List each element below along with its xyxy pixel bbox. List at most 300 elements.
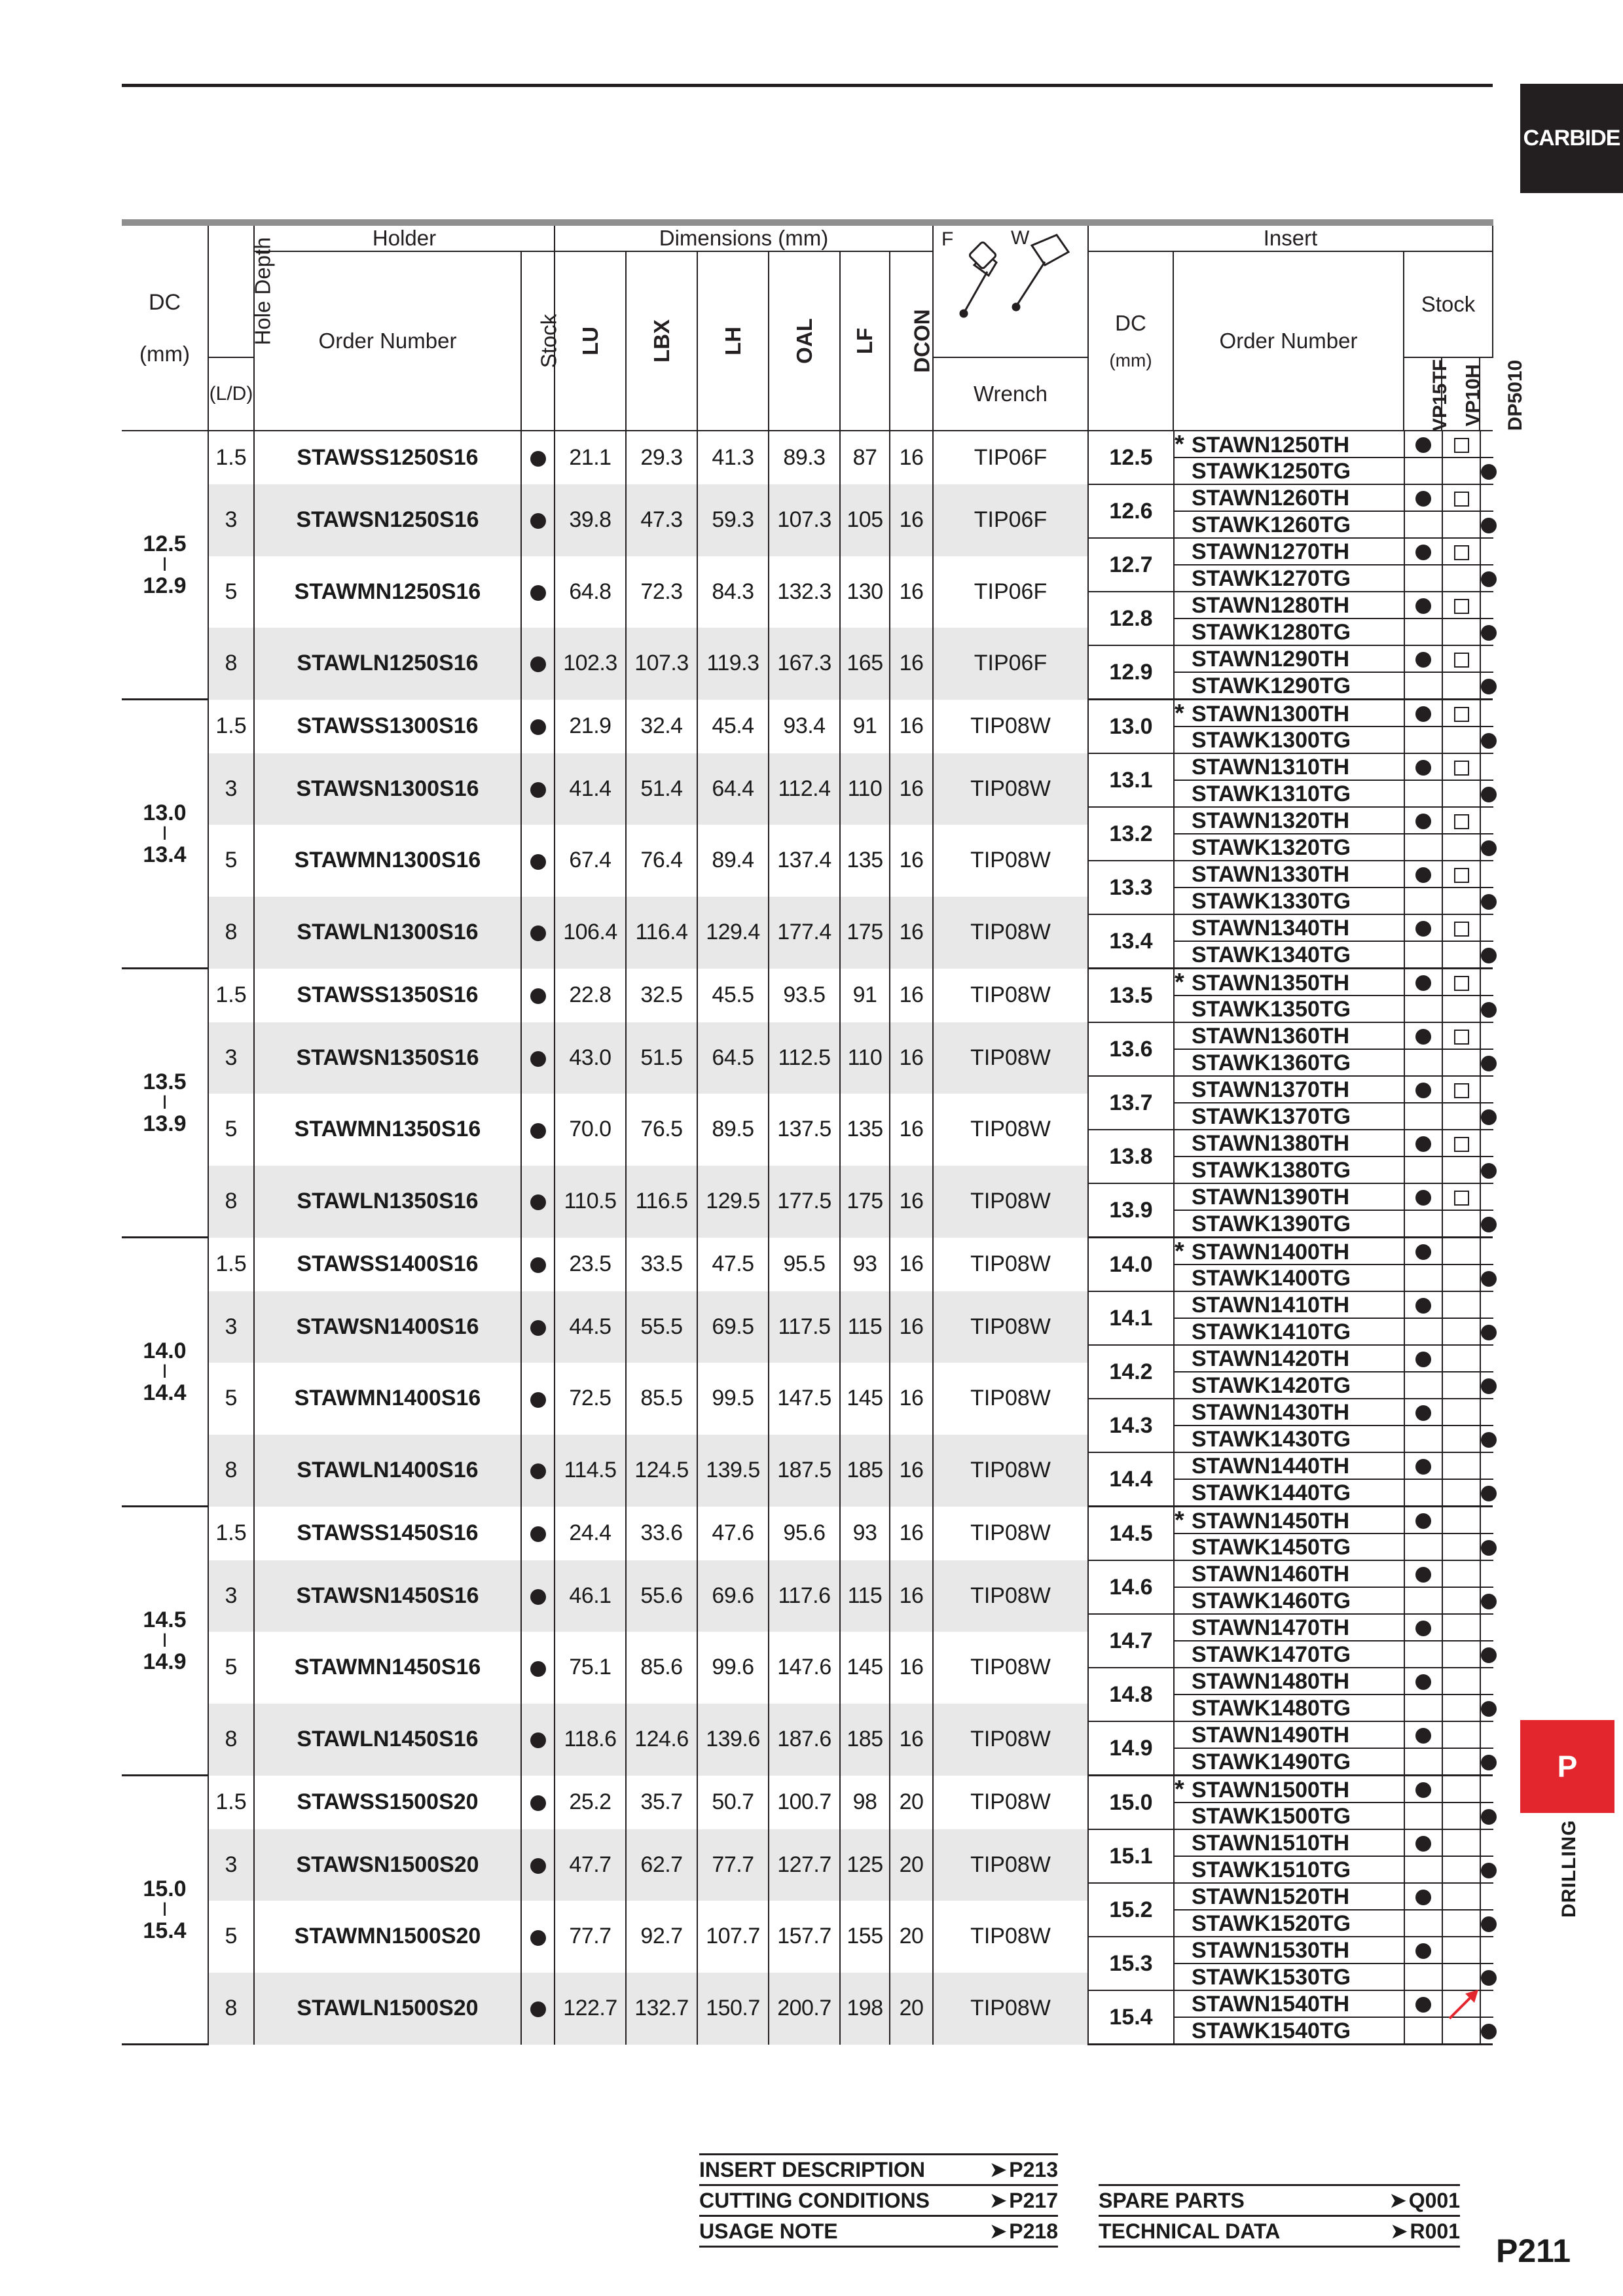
oal-cell: 132.3 (769, 556, 840, 628)
holder-stock-cell (521, 1435, 555, 1507)
lbx-cell: 33.6 (626, 1507, 697, 1560)
stock-vp10h-cell (1442, 1103, 1480, 1130)
stock-vp15tf-cell (1404, 1937, 1442, 1964)
stock-dot-icon (1415, 1136, 1431, 1152)
stock-vp10h-cell (1442, 780, 1480, 807)
wrench-fw-header (933, 223, 1088, 357)
holder-order-number[interactable]: STAWSS1450S16 (254, 1507, 521, 1560)
new-item-star: * (1175, 968, 1184, 996)
oal-cell: 187.6 (769, 1704, 840, 1776)
insert-dc-cell: 14.5 (1089, 1507, 1174, 1560)
insert-order-th[interactable] (1174, 645, 1404, 672)
insert-dc-cell: 14.6 (1089, 1560, 1174, 1614)
holder-order-number[interactable]: STAWSN1350S16 (254, 1022, 521, 1094)
holder-order-number[interactable]: STAWSS1400S16 (254, 1238, 521, 1291)
lf-cell: 98 (840, 1776, 890, 1829)
dc-range-to: 13.4 (143, 842, 187, 867)
insert-order-tg-label: STAWK1480TG (1192, 1695, 1351, 1721)
lu-cell: 44.5 (555, 1291, 626, 1363)
insert-order-tg[interactable] (1174, 565, 1404, 592)
footer-ref-cutting-conditions[interactable] (699, 2184, 1058, 2215)
hole-depth-cell: 8 (208, 897, 254, 969)
stock-vp15tf-cell (1404, 1964, 1442, 1990)
stock-dot-icon (530, 1463, 546, 1479)
insert-order-th[interactable] (1174, 1183, 1404, 1210)
insert-row (1089, 807, 1493, 834)
holder-stock-cell (521, 1560, 555, 1632)
wrench-cell: TIP08W (933, 1291, 1088, 1363)
stock-dp5010-cell (1480, 753, 1493, 780)
stock-vp10h-cell (1442, 1748, 1480, 1774)
insert-order-tg-label: STAWK1370TG (1192, 1103, 1351, 1129)
stock-dp5010-cell (1480, 941, 1493, 967)
lf-cell: 125 (840, 1829, 890, 1901)
stock-vp15tf-cell (1404, 834, 1442, 861)
stock-dot-icon (1481, 948, 1497, 963)
holder-order-number[interactable]: STAWMN1400S16 (254, 1363, 521, 1435)
insert-dc-cell: 13.8 (1089, 1130, 1174, 1183)
lf-cell: 93 (840, 1507, 890, 1560)
insert-order-tg[interactable] (1174, 1695, 1404, 1721)
stock-dot-icon (530, 1320, 546, 1336)
holder-order-number[interactable]: STAWSS1250S16 (254, 431, 521, 484)
dc-unit-label: (mm) (139, 341, 190, 366)
footer-ref-technical-data[interactable] (1099, 2215, 1460, 2248)
wrench-cell: TIP08W (933, 1829, 1088, 1901)
insert-order-tg[interactable] (1174, 780, 1404, 807)
stock-dot-icon (1481, 787, 1497, 802)
insert-row (1089, 1238, 1493, 1265)
insert-dc-cell: 14.4 (1089, 1452, 1174, 1505)
insert-order-tg[interactable] (1174, 941, 1404, 967)
holder-order-number[interactable]: STAWLN1350S16 (254, 1166, 521, 1238)
insert-order-th[interactable] (1174, 1883, 1404, 1910)
insert-order-th-label: STAWN1260TH (1192, 485, 1350, 511)
stock-vp15tf-cell (1404, 1022, 1442, 1049)
insert-row (1089, 1721, 1493, 1748)
insert-order-tg[interactable] (1174, 1479, 1404, 1505)
holder-order-number[interactable]: STAWSN1250S16 (254, 484, 521, 556)
holder-order-number[interactable]: STAWLN1300S16 (254, 897, 521, 969)
insert-block (1088, 431, 1493, 700)
insert-order-th[interactable] (1174, 1238, 1404, 1265)
stock-dot-icon (1415, 921, 1431, 937)
insert-order-th[interactable] (1174, 431, 1404, 457)
insert-order-th[interactable] (1174, 753, 1404, 780)
insert-row (1089, 484, 1493, 511)
insert-order-tg[interactable] (1174, 1372, 1404, 1399)
insert-order-th[interactable] (1174, 1829, 1404, 1856)
stock-vp15tf-cell (1404, 1668, 1442, 1695)
table-row (122, 1238, 1493, 1265)
stock-vp10h-cell (1442, 1910, 1480, 1937)
insert-order-tg-label: STAWK1420TG (1192, 1372, 1351, 1398)
insert-dc-cell: 12.6 (1089, 484, 1174, 538)
new-item-star: * (1175, 1237, 1184, 1265)
wrench-cell: TIP08W (933, 1238, 1088, 1291)
insert-dc-cell: 14.2 (1089, 1345, 1174, 1399)
insert-order-th[interactable] (1174, 861, 1404, 888)
insert-order-th[interactable] (1174, 1668, 1404, 1695)
insert-order-tg[interactable] (1174, 1103, 1404, 1130)
stock-vp15tf-cell (1404, 1560, 1442, 1587)
insert-order-tg[interactable] (1174, 1426, 1404, 1452)
lh-cell: 69.5 (697, 1291, 769, 1363)
stock-dot-icon (530, 1732, 546, 1748)
insert-order-tg[interactable] (1174, 996, 1404, 1022)
insert-order-tg[interactable] (1174, 1587, 1404, 1614)
lf-cell: 91 (840, 700, 890, 753)
oal-cell: 157.7 (769, 1901, 840, 1973)
insert-order-tg[interactable] (1174, 1210, 1404, 1236)
insert-row (1089, 700, 1493, 726)
wrench-cell: TIP08W (933, 969, 1088, 1022)
insert-order-th[interactable] (1174, 1937, 1404, 1964)
insert-order-th[interactable] (1174, 1022, 1404, 1049)
insert-dc-cell: 15.2 (1089, 1883, 1174, 1937)
dc-range-from: 13.5 (143, 1069, 187, 1094)
stock-dp5010-cell (1480, 1049, 1493, 1076)
stock-vp15tf-cell (1404, 1183, 1442, 1210)
insert-order-tg[interactable] (1174, 1318, 1404, 1345)
dc-range-cell (122, 431, 208, 700)
footer-ref-label: INSERT DESCRIPTION (699, 2157, 925, 2181)
insert-block (1088, 1238, 1493, 1507)
insert-order-th[interactable] (1174, 1990, 1404, 2017)
stock-vp10h-cell (1442, 1883, 1480, 1910)
stock-vp10h-cell (1442, 511, 1480, 538)
stock-dp5010-cell (1480, 1479, 1493, 1505)
stock-vp15tf-cell (1404, 1883, 1442, 1910)
insert-order-th-label: STAWN1490TH (1192, 1722, 1350, 1748)
insert-order-tg-label: STAWK1260TG (1192, 512, 1351, 537)
stock-dot-icon (1415, 1567, 1431, 1583)
stock-vp10h-cell (1442, 619, 1480, 645)
insert-dc-cell: 14.7 (1089, 1614, 1174, 1668)
stock-vp15tf-cell (1404, 645, 1442, 672)
holder-order-number[interactable]: STAWLN1450S16 (254, 1704, 521, 1776)
insert-order-th[interactable] (1174, 969, 1404, 996)
stock-vp15tf-cell (1404, 1399, 1442, 1426)
stock-dot-icon (530, 782, 546, 798)
insert-order-tg[interactable] (1174, 1157, 1404, 1183)
stock-dot-icon (1481, 518, 1497, 533)
insert-row (1089, 1022, 1493, 1049)
insert-order-tg-label: STAWK1520TG (1192, 1910, 1351, 1936)
insert-order-tg-label: STAWK1380TG (1192, 1157, 1351, 1183)
footer-ref-page: Q001 (1408, 2188, 1460, 2212)
hole-depth-label: Hole Depth (250, 237, 275, 346)
holder-order-number[interactable]: STAWLN1500S20 (254, 1973, 521, 2045)
insert-order-tg[interactable] (1174, 1856, 1404, 1883)
insert-order-th[interactable] (1174, 1399, 1404, 1426)
lh-cell: 89.5 (697, 1094, 769, 1166)
stock-vp10h-cell (1442, 726, 1480, 753)
insert-order-th[interactable] (1174, 1721, 1404, 1748)
insert-order-th-label: STAWN1270TH (1192, 539, 1350, 564)
stock-vp10h-cell (1442, 1076, 1480, 1103)
lbx-cell: 35.7 (626, 1776, 697, 1829)
oal-cell: 147.6 (769, 1632, 840, 1704)
stock-dp5010-cell (1480, 1748, 1493, 1774)
insert-order-th[interactable] (1174, 1776, 1404, 1803)
stock-dot-icon (1415, 1244, 1431, 1260)
dc-header (122, 223, 208, 431)
lu-cell: 72.5 (555, 1363, 626, 1435)
holder-order-number[interactable]: STAWMN1250S16 (254, 556, 521, 628)
holder-order-number[interactable]: STAWSS1500S20 (254, 1776, 521, 1829)
oal-header-label: OAL (792, 318, 816, 364)
holder-order-number[interactable]: STAWLN1400S16 (254, 1435, 521, 1507)
holder-order-number[interactable]: STAWSN1450S16 (254, 1560, 521, 1632)
stock-dp5010-cell (1480, 1910, 1493, 1937)
stock-dot-icon (1415, 491, 1431, 507)
insert-block (1088, 1776, 1493, 2045)
page-number: P211 (1496, 2233, 1571, 2269)
insert-order-th[interactable] (1174, 914, 1404, 941)
dc-header-label: DC (148, 289, 181, 315)
stock-dot-icon (1481, 1594, 1497, 1609)
stock-vp15tf-cell (1404, 1776, 1442, 1803)
stock-dot-icon (1415, 1782, 1431, 1798)
footer-ref-page: P217 (1009, 2188, 1058, 2212)
insert-order-th[interactable] (1174, 1507, 1404, 1534)
footer-ref-label: CUTTING CONDITIONS (699, 2188, 930, 2212)
holder-stock-cell (521, 484, 555, 556)
insert-row (1089, 1452, 1493, 1479)
stock-vp15tf-cell (1404, 996, 1442, 1022)
wrench-cell: TIP08W (933, 1435, 1088, 1507)
insert-order-th[interactable] (1174, 1130, 1404, 1157)
insert-order-th[interactable] (1174, 1614, 1404, 1641)
insert-order-tg[interactable] (1174, 457, 1404, 484)
stock-dot-icon (1481, 733, 1497, 749)
insert-order-tg-label: STAWK1430TG (1192, 1426, 1351, 1452)
stock-dp5010-cell (1480, 1776, 1493, 1803)
stock-vp15tf-cell (1404, 1238, 1442, 1265)
insert-order-tg[interactable] (1174, 888, 1404, 914)
stock-dot-icon (1415, 1943, 1431, 1959)
section-p-tab[interactable] (1520, 1720, 1614, 1813)
insert-order-th[interactable] (1174, 484, 1404, 511)
lu-cell: 21.9 (555, 700, 626, 753)
top-rule (122, 84, 1493, 87)
lbx-cell: 47.3 (626, 484, 697, 556)
lu-cell: 21.1 (555, 431, 626, 484)
insert-order-th-label: STAWN1280TH (1192, 592, 1350, 618)
insert-order-tg-label: STAWK1320TG (1192, 834, 1351, 860)
stock-vp10h-cell (1442, 1721, 1480, 1748)
lh-cell: 129.5 (697, 1166, 769, 1238)
lh-cell: 107.7 (697, 1901, 769, 1973)
stock-dp5010-cell (1480, 1695, 1493, 1721)
insert-order-th[interactable] (1174, 1076, 1404, 1103)
insert-row (1089, 1937, 1493, 1964)
stock-square-icon (1454, 1191, 1469, 1206)
insert-order-tg-label: STAWK1340TG (1192, 942, 1351, 967)
insert-order-th[interactable] (1174, 1560, 1404, 1587)
stock-vp15tf-cell (1404, 1049, 1442, 1076)
holder-order-number[interactable]: STAWMN1450S16 (254, 1632, 521, 1704)
lbx-header-label: LBX (649, 319, 674, 363)
holder-order-number[interactable]: STAWSN1500S20 (254, 1829, 521, 1901)
stock-dot-icon (1481, 1002, 1497, 1018)
insert-order-tg[interactable] (1174, 511, 1404, 538)
carbide-tab[interactable] (1520, 84, 1623, 193)
hole-depth-cell: 1.5 (208, 431, 254, 484)
insert-order-tg[interactable] (1174, 2017, 1404, 2043)
stock-vp10h-cell (1442, 592, 1480, 619)
lh-cell: 99.6 (697, 1632, 769, 1704)
stock-vp15tf-cell (1404, 484, 1442, 511)
stock-dot-icon (1481, 1378, 1497, 1394)
new-item-star: * (1175, 430, 1184, 458)
insert-order-th[interactable] (1174, 1291, 1404, 1318)
oal-cell: 93.4 (769, 700, 840, 753)
lf-cell: 93 (840, 1238, 890, 1291)
holder-stock-cell (521, 1363, 555, 1435)
stock-dot-icon (530, 1051, 546, 1067)
insert-order-th[interactable] (1174, 538, 1404, 565)
insert-order-tg[interactable] (1174, 834, 1404, 861)
stock-vp10h-cell (1442, 807, 1480, 834)
holder-order-number[interactable]: STAWSN1300S16 (254, 753, 521, 825)
hole-depth-cell: 8 (208, 1704, 254, 1776)
footer-ref-page: P213 (1009, 2157, 1058, 2181)
insert-dc-cell: 13.9 (1089, 1183, 1174, 1236)
stock-dp5010-cell (1480, 672, 1493, 698)
hole-depth-header (208, 223, 275, 357)
stock-dp5010-cell (1480, 1937, 1493, 1964)
holder-order-number[interactable]: STAWSN1400S16 (254, 1291, 521, 1363)
insert-order-th-label: STAWN1400TH (1192, 1239, 1350, 1265)
lu-cell: 46.1 (555, 1560, 626, 1632)
insert-order-tg-label: STAWK1330TG (1192, 888, 1351, 914)
insert-order-tg[interactable] (1174, 1534, 1404, 1560)
insert-row (1089, 914, 1493, 941)
lbx-cell: 124.5 (626, 1435, 697, 1507)
stock-vp10h-cell (1442, 996, 1480, 1022)
insert-order-tg[interactable] (1174, 1910, 1404, 1937)
stock-dp5010-cell (1480, 1291, 1493, 1318)
stock-vp10h-cell (1442, 1534, 1480, 1560)
insert-dc-cell: 15.0 (1089, 1776, 1174, 1829)
dc-range-separator: I (162, 1092, 168, 1113)
lf-cell: 110 (840, 753, 890, 825)
lbx-cell: 92.7 (626, 1901, 697, 1973)
holder-order-number[interactable]: STAWLN1250S16 (254, 628, 521, 700)
lbx-cell: 124.6 (626, 1704, 697, 1776)
arrow-right-icon: ➤ (990, 2189, 1007, 2212)
lu-header-label: LU (577, 327, 602, 355)
insert-order-tg[interactable] (1174, 1964, 1404, 1990)
holder-order-number[interactable]: STAWSS1350S16 (254, 969, 521, 1022)
stock-vp15tf-cell (1404, 1372, 1442, 1399)
stock-dot-icon (1415, 1513, 1431, 1529)
footer-ref-insert-description[interactable] (699, 2153, 1058, 2184)
insert-order-tg[interactable] (1174, 1641, 1404, 1668)
lf-cell: 130 (840, 556, 890, 628)
insert-order-th-label: STAWN1310TH (1192, 754, 1350, 780)
dcon-cell: 16 (890, 1632, 933, 1704)
insert-order-tg[interactable] (1174, 1265, 1404, 1291)
wrench-cell: TIP08W (933, 1560, 1088, 1632)
insert-order-tg[interactable] (1174, 1803, 1404, 1829)
stock-dp5010-cell (1480, 619, 1493, 645)
lf-cell: 87 (840, 431, 890, 484)
stock-dot-icon (530, 988, 546, 1004)
lu-cell: 118.6 (555, 1704, 626, 1776)
insert-order-tg[interactable] (1174, 672, 1404, 698)
stock-vp15tf-cell (1404, 861, 1442, 888)
holder-order-number[interactable]: STAWMN1300S16 (254, 825, 521, 897)
insert-order-th[interactable] (1174, 1345, 1404, 1372)
stock-square-icon (1454, 976, 1469, 991)
lh-cell: 47.6 (697, 1507, 769, 1560)
stock-dp5010-cell (1480, 1399, 1493, 1426)
insert-dc-cell: 14.8 (1089, 1668, 1174, 1721)
insert-order-tg[interactable] (1174, 726, 1404, 753)
stock-dp5010-cell (1480, 1238, 1493, 1265)
stock-vp15tf-cell (1404, 1426, 1442, 1452)
lf-header (840, 251, 890, 431)
holder-stock-cell (521, 628, 555, 700)
lu-cell: 102.3 (555, 628, 626, 700)
holder-order-number[interactable]: STAWMN1350S16 (254, 1094, 521, 1166)
holder-order-number[interactable]: STAWMN1500S20 (254, 1901, 521, 1973)
insert-order-th[interactable] (1174, 807, 1404, 834)
stock-vp10h-cell (1442, 1183, 1480, 1210)
oal-cell: 117.6 (769, 1560, 840, 1632)
stock-dp5010-cell (1480, 511, 1493, 538)
holder-order-number[interactable]: STAWSS1300S16 (254, 700, 521, 753)
lh-cell: 45.4 (697, 700, 769, 753)
dcon-cell: 20 (890, 1901, 933, 1973)
hole-depth-cell: 8 (208, 1973, 254, 2045)
insert-block (1088, 969, 1493, 1238)
footer-ref-label: USAGE NOTE (699, 2219, 838, 2243)
footer-ref-spare-parts[interactable] (1099, 2184, 1460, 2215)
lf-cell: 198 (840, 1973, 890, 2045)
dcon-cell: 16 (890, 1363, 933, 1435)
insert-order-th[interactable] (1174, 1452, 1404, 1479)
stock-vp15tf-cell (1404, 1076, 1442, 1103)
insert-order-th[interactable] (1174, 592, 1404, 619)
insert-subtable (1089, 1507, 1493, 1774)
stock-dot-icon (1415, 1459, 1431, 1475)
insert-order-tg[interactable] (1174, 619, 1404, 645)
insert-order-th-label: STAWN1500TH (1192, 1777, 1350, 1803)
holder-stock-cell (521, 1166, 555, 1238)
stock-vp15tf-cell (1404, 700, 1442, 726)
dcon-cell: 16 (890, 897, 933, 969)
stock-dp5010-cell (1480, 1560, 1493, 1587)
stock-dot-icon (530, 719, 546, 735)
footer-references-left (699, 2153, 1058, 2248)
stock-vp15tf-cell (1404, 672, 1442, 698)
wrench-icon (934, 226, 1084, 324)
stock-vp10h-cell (1442, 672, 1480, 698)
insert-order-tg[interactable] (1174, 1748, 1404, 1774)
stock-vp15tf-cell (1404, 1803, 1442, 1829)
stock-dot-icon (530, 513, 546, 529)
insert-order-th[interactable] (1174, 700, 1404, 726)
stock-dot-icon (1481, 1863, 1497, 1878)
stock-vp10h-cell (1442, 1829, 1480, 1856)
insert-order-tg[interactable] (1174, 1049, 1404, 1076)
footer-ref-usage-note[interactable] (699, 2215, 1058, 2248)
hole-depth-cell: 5 (208, 1363, 254, 1435)
